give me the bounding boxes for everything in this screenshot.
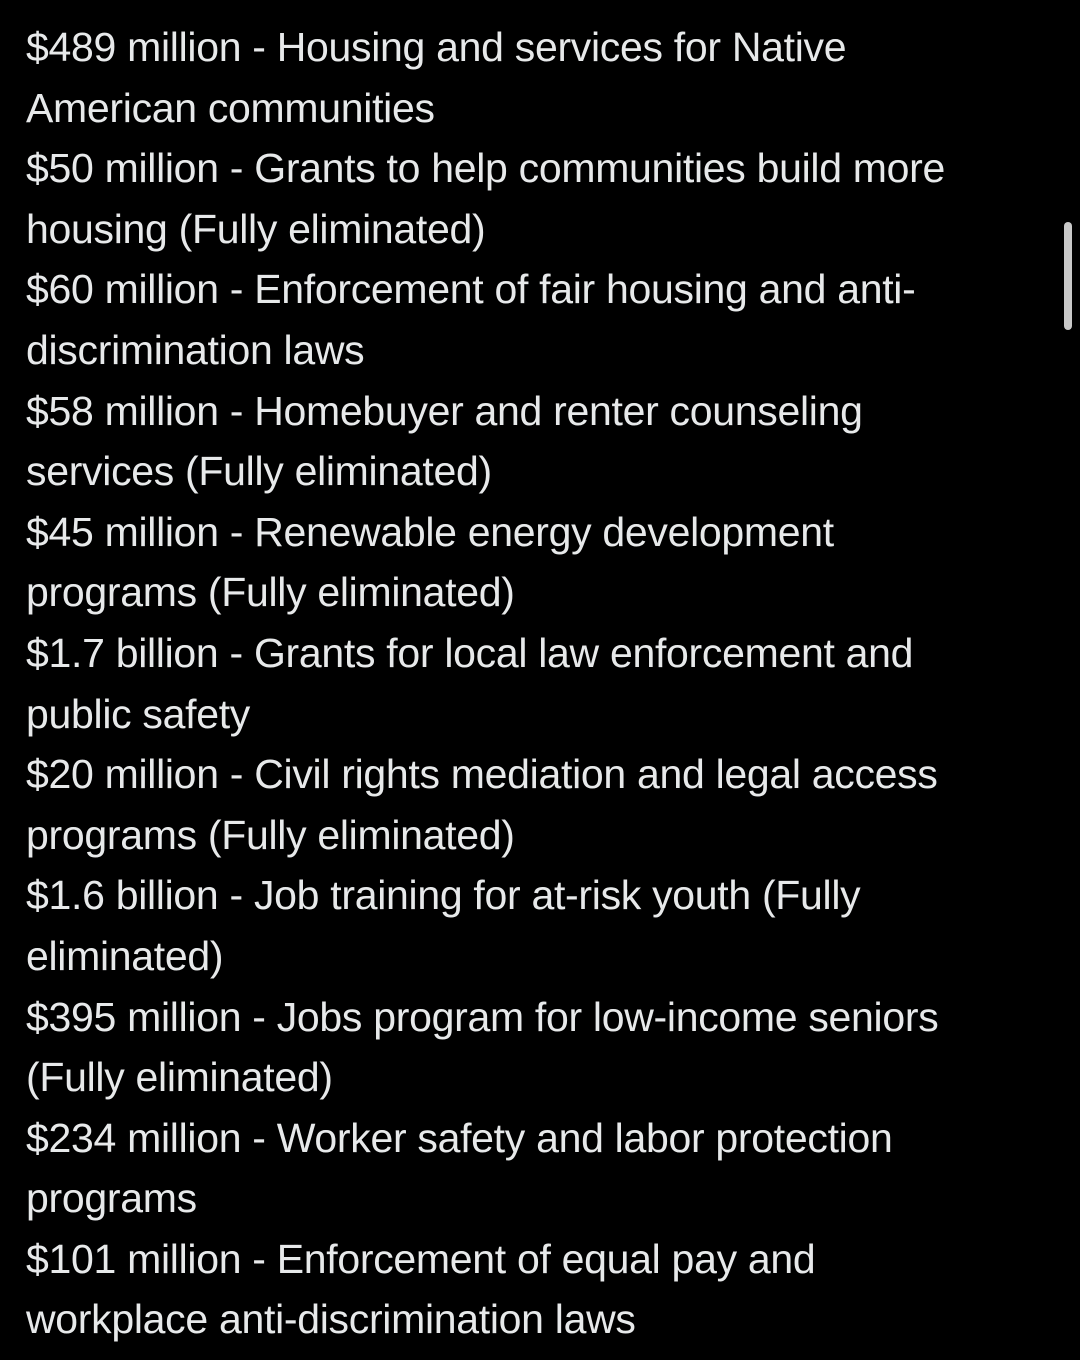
- cut-item-line: $101 million - Enforcement of equal pay and: [26, 1235, 816, 1282]
- cut-item-line: public safety: [26, 690, 251, 737]
- post-text: [26, 17, 1056, 1350]
- cut-item-line: American communities: [26, 84, 435, 131]
- cut-item-line: $20 million - Civil rights mediation and legal access: [26, 751, 938, 798]
- cut-item-line: $489 million - Housing and services for Native: [26, 24, 847, 70]
- cut-item-line: $58 million - Homebuyer and renter counseling: [26, 387, 863, 434]
- cut-item-line: $60 million - Enforcement of fair housing and anti-: [26, 266, 916, 313]
- cut-item-line: programs (Fully eliminated): [26, 811, 515, 858]
- cut-item-line: $1.6 billion - Job training for at-risk youth (Fully: [26, 872, 861, 919]
- cut-item-line: (Fully eliminated): [26, 1054, 333, 1101]
- scrollbar-thumb[interactable]: [1064, 222, 1072, 330]
- cut-item-line: $395 million - Jobs program for low-income seniors: [26, 993, 939, 1040]
- cut-item-line: $45 million - Renewable energy development: [26, 508, 834, 555]
- cut-item-line: workplace anti-discrimination laws: [26, 1296, 636, 1343]
- cut-item-line: $50 million - Grants to help communities build more: [26, 145, 945, 192]
- cut-item-line: services (Fully eliminated): [26, 448, 492, 495]
- cut-item-line: programs (Fully eliminated): [26, 569, 515, 616]
- cut-item-line: discrimination laws: [26, 326, 365, 373]
- cut-item-line: $1.7 billion - Grants for local law enforcement and: [26, 629, 914, 676]
- cut-item-line: $234 million - Worker safety and labor protection: [26, 1114, 893, 1161]
- cut-item-line: housing (Fully eliminated): [26, 205, 486, 252]
- cut-item-line: eliminated): [26, 932, 224, 979]
- cut-item-line: programs: [26, 1175, 197, 1222]
